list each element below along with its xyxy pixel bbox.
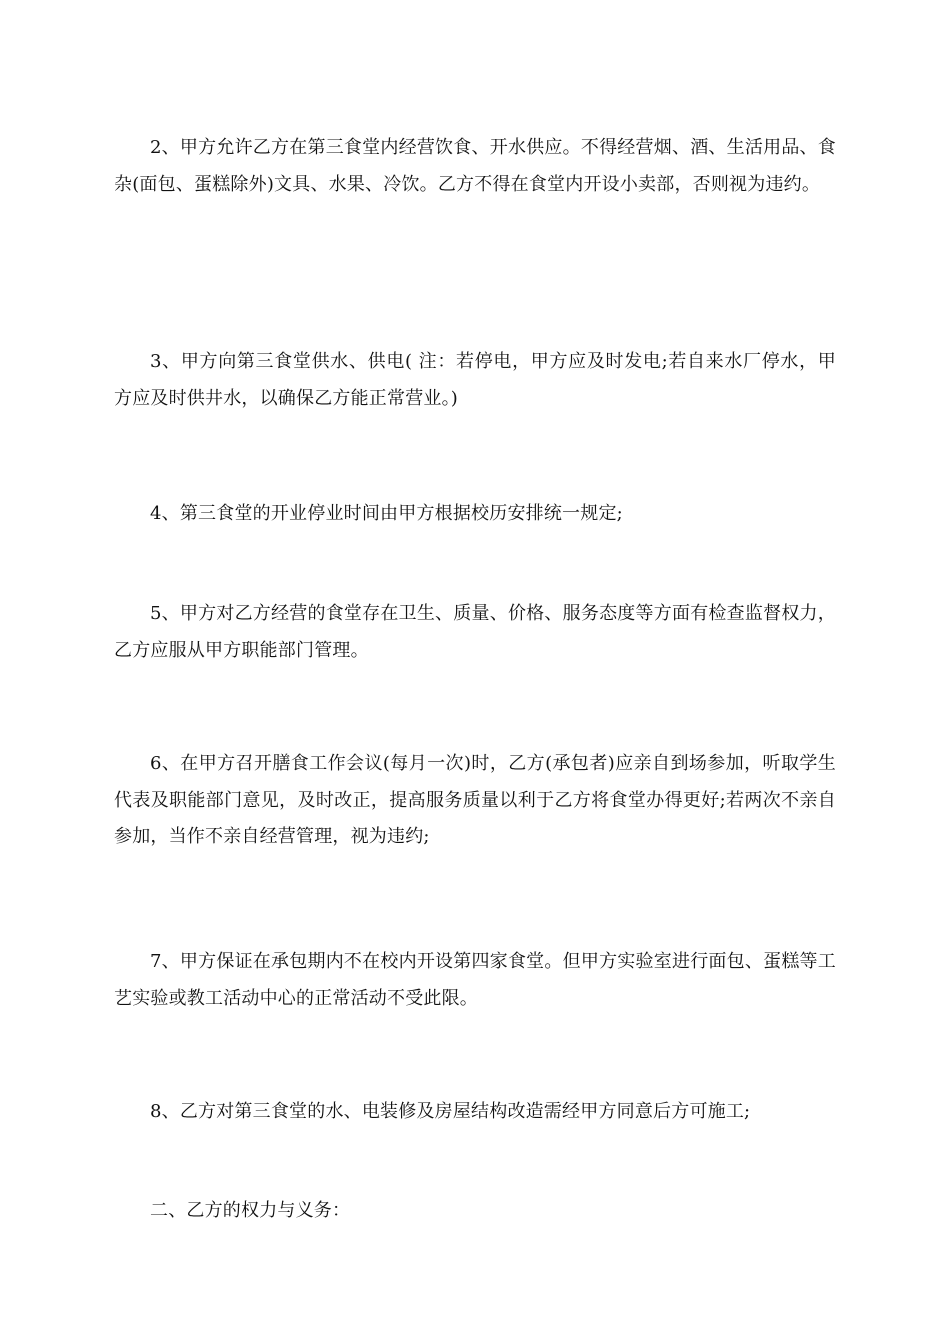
paragraph-clause-2: 2、甲方允许乙方在第三食堂内经营饮食、开水供应。不得经营烟、酒、生活用品、食杂(面包、蛋糕除外)文具、水果、冷饮。乙方不得在食堂内开设小卖部，否则视为违约。 [114,137,836,195]
paragraph-clause-8: 8、乙方对第三食堂的水、电装修及房屋结构改造需经甲方同意后方可施工; [150,1101,751,1122]
paragraph-clause-7: 7、甲方保证在承包期内不在校内开设第四家食堂。但甲方实验室进行面包、蛋糕等工艺实验或教工活动中心的正常活动不受此限。 [114,951,836,1009]
paragraph-clause-5: 5、甲方对乙方经营的食堂存在卫生、质量、价格、服务态度等方面有检查监督权力，乙方应服从甲方职能部门管理。 [114,603,836,661]
section-heading-party-b: 二、乙方的权力与义务： [150,1200,351,1221]
paragraph-clause-3: 3、甲方向第三食堂供水、供电( 注：若停电，甲方应及时发电;若自来水厂停水，甲方应及时供井水，以确保乙方能正常营业。) [114,351,836,409]
paragraph-clause-6: 6、在甲方召开膳食工作会议(每月一次)时，乙方(承包者)应亲自到场参加，听取学生代表及职能部门意见，及时改正，提高服务质量以利于乙方将食堂办得更好;若两次不亲自参加，当作不亲自经营管理，视为违约; [114,753,836,847]
paragraph-clause-4: 4、第三食堂的开业停业时间由甲方根据校历安排统一规定; [150,503,623,524]
